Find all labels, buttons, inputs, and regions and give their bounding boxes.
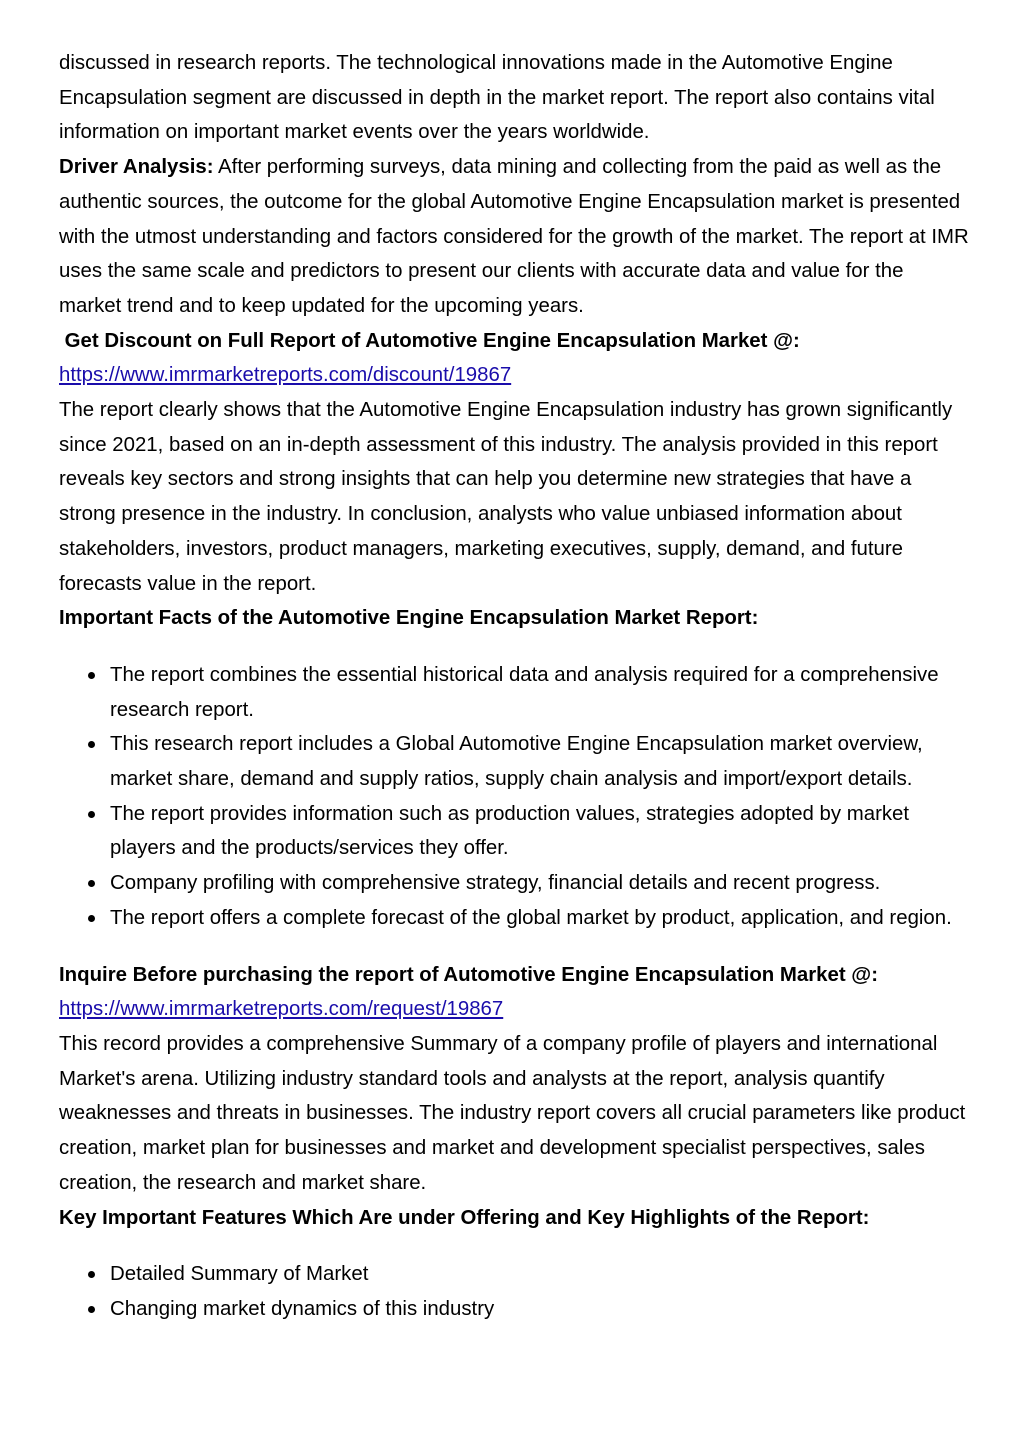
driver-analysis-label: Driver Analysis: — [59, 156, 214, 179]
inquire-link-line — [59, 992, 969, 1027]
features-heading: Key Important Features Which Are under Offering and Key Highlights of the Report: — [59, 1206, 870, 1229]
list-item: Detailed Summary of Market — [110, 1257, 969, 1292]
spacer — [59, 1235, 969, 1257]
growth-paragraph: The report clearly shows that the Automotive Engine Encapsulation industry has grown significantly since 2021, based on an in-depth assessment of this industry. The analysis provided in this report reveals key sectors and strong insights that can help you determine new strategies that have a strong presence in the industry. In conclusion, analysts who value unbiased information about stakeholders, investors, product managers, marketing executives, supply, demand, and future forecasts value in the report. — [59, 399, 953, 595]
driver-analysis-text: After performing surveys, data mining and collecting from the paid as well as the authentic sources, the outcome for the global Automotive Engine Encapsulation market is presented with the utmost understanding and factors considered for the growth of the market. The report at IMR uses the same scale and predictors to present our clients with accurate data and value for the market trend and to keep updated for the upcoming years. — [59, 156, 969, 317]
discount-link-line — [59, 358, 969, 393]
discount-link[interactable]: https://www.imrmarketreports.com/discount/19867 — [59, 364, 512, 387]
discount-heading: Get Discount on Full Report of Automotive Engine Encapsulation Market @: — [59, 329, 800, 352]
document-page — [59, 46, 969, 1327]
features-list — [59, 1257, 969, 1326]
list-item: Changing market dynamics of this industry — [110, 1292, 969, 1327]
list-item: Company profiling with comprehensive strategy, financial details and recent progress. — [110, 866, 969, 901]
list-item: The report combines the essential historical data and analysis required for a comprehensive research report. — [110, 658, 969, 727]
inquire-link[interactable]: https://www.imrmarketreports.com/request/19867 — [59, 998, 504, 1021]
facts-heading: Important Facts of the Automotive Engine Encapsulation Market Report: — [59, 607, 759, 630]
record-paragraph: This record provides a comprehensive Summary of a company profile of players and international Market's arena. Utilizing industry standard tools and analysts at the report, analysis quantify weaknesses and threats in businesses. The industry report covers all crucial parameters like product creation, market plan for businesses and market and development specialist perspectives, sales creation, the research and market share. — [59, 1032, 966, 1194]
list-item: The report offers a complete forecast of the global market by product, application, and region. — [110, 901, 969, 936]
facts-list — [59, 658, 969, 936]
intro-paragraph: discussed in research reports. The technological innovations made in the Automotive Engine Encapsulation segment are discussed in depth in the market report. The report also contains vital information on important market events over the years worldwide. — [59, 52, 935, 144]
spacer — [59, 636, 969, 658]
inquire-heading: Inquire Before purchasing the report of Automotive Engine Encapsulation Market @: — [59, 963, 878, 986]
list-item: This research report includes a Global Automotive Engine Encapsulation market overview, market share, demand and supply ratios, supply chain analysis and import/export details. — [110, 727, 969, 796]
driver-analysis-paragraph — [59, 150, 969, 324]
list-item: The report provides information such as production values, strategies adopted by market players and the products/services they offer. — [110, 797, 969, 866]
spacer — [59, 936, 969, 958]
